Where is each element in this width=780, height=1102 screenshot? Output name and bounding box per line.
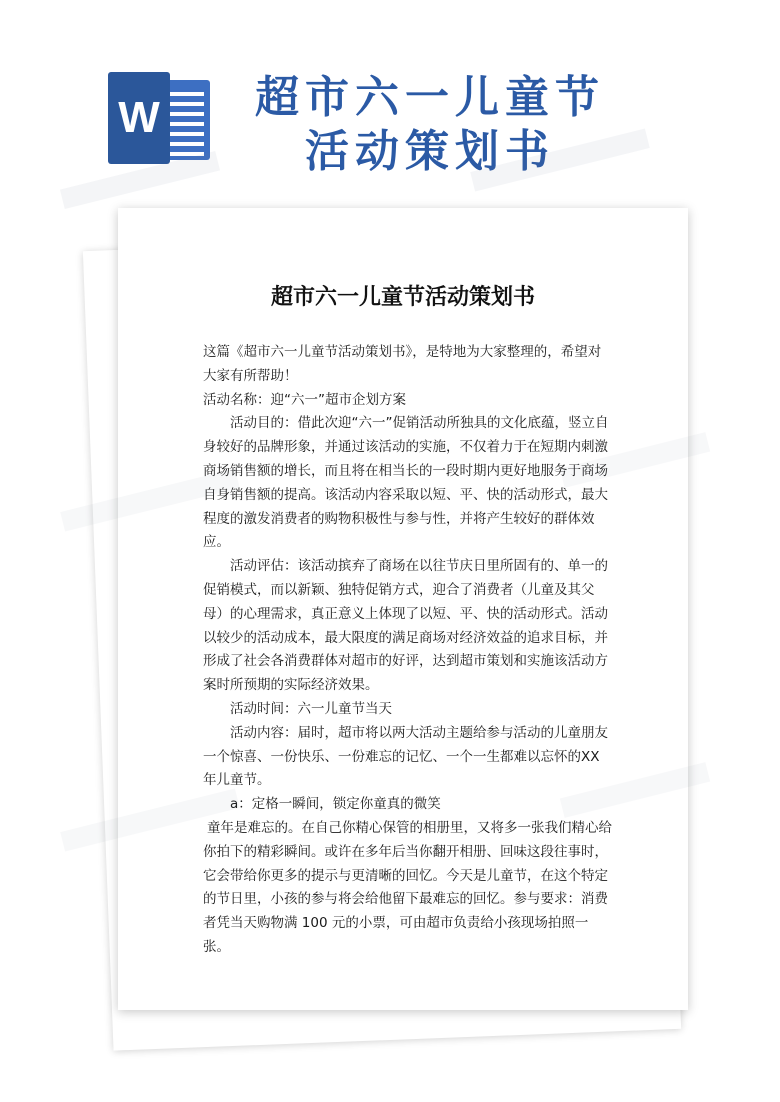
word-icon [108, 72, 210, 164]
paragraph-content: 活动内容：届时，超市将以两大活动主题给参与活动的儿童朋友一个惊喜、一份快乐、一份难忘的记忆、一个一生都难以忘怀的XX 年儿童节。 [203, 724, 608, 789]
paragraph-childhood: 童年是难忘的。在自己你精心保管的相册里，又将多一张我们精心给你拍下的精彩瞬间。或许在多年后当你翻开相册、回味这段往事时，它会带给你更多的提示与更清晰的回忆。今天是儿童节，在这个特定的节日里，小孩的参与将会给他留下最难忘的回忆。参与要求：消费者凭当天购物满 100 元的小票，可由超市负责给小孩现场拍照一张。 [203, 819, 613, 955]
banner-title-line1: 超市六一儿童节 [255, 72, 605, 123]
paragraph-intro: 这篇《超市六一儿童节活动策划书》，是特地为大家整理的，希望对大家有所帮助！ [203, 344, 602, 384]
word-letter-badge: W [108, 72, 170, 164]
paragraph-evaluation: 活动评估：该活动摈弃了商场在以往节庆日里所固有的、单一的促销模式，而以新颖、独特促销方式，迎合了消费者（儿童及其父母）的心理需求，真正意义上体现了以短、平、快的活动形式。活动以较少的活动成本，最大限度的满足商场对经济效益的追求目标，并形成了社会各消费群体对超市的好评，达到超市策划和实施该活动方案时所预期的实际经济效果。 [203, 558, 608, 694]
paragraph-subheading-a: a：定格一瞬间，锁定你童真的微笑 [230, 796, 441, 813]
paragraph-purpose: 活动目的：借此次迎“六一”促销活动所独具的文化底蕴，竖立自身较好的品牌形象，并通过该活动的实施，不仅着力于在短期内刺激商场销售额的增长，而且将在相当长的一段时期内更好地服务于商场自身销售额的提高。该活动内容采取以短、平、快的活动形式，最大程度的激发消费者的购物积极性与参与性，并将产生较好的群体效应。 [203, 415, 609, 551]
document-title: 超市六一儿童节活动策划书 [270, 285, 535, 310]
banner-title-line2: 活动策划书 [305, 126, 555, 177]
paragraph-time: 活动时间：六一儿童节当天 [230, 700, 392, 717]
paragraph-activity-name: 活动名称：迎“六一”超市企划方案 [203, 391, 406, 408]
document-body [203, 341, 613, 960]
